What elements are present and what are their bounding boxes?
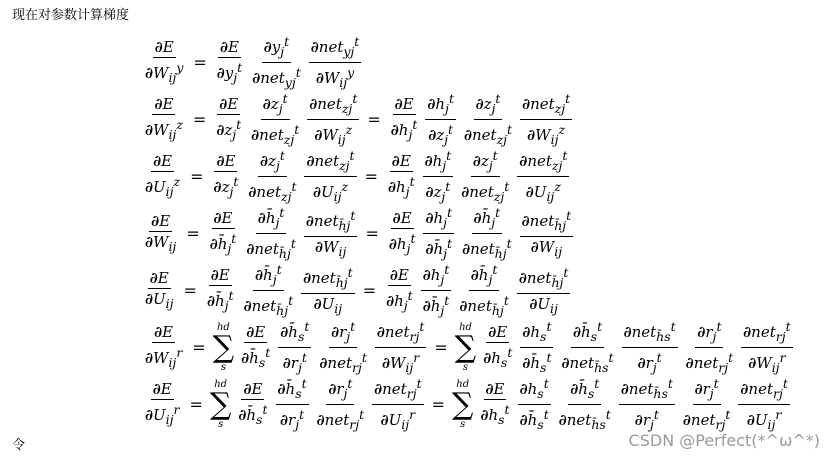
equation-w: $\frac{\partial E}{\partial W_{ij}}$ = $\frac{\partial E}{\partial h̄_j^t}$ $\frac{\partial h̄_j^t}{\partial net_{h̄j}^t}$ $\frac{\partial net_{h̄j}^t}{\partial W_{ij}}$ = $\frac{\partial E}{\partial h_j^t}$ $\frac{\partial h_j^t}{\partial h̄_j^t}$ $\frac{\partial h̄_j^t}{\partial net_{h̄j}^t}$ $\frac{\partial net_{h̄j}^t}{\partial W_{ij}}$ (145, 205, 572, 261)
equation-u-r: $\frac{\partial E}{\partial U_{ij}^r}$ = hd ∑ s $\frac{\partial E}{\partial h̄_s^t}$ $\frac{\partial h̄_s^t}{\partial r_j^t}$ $\frac{\partial r_j^t}{\partial net_{rj}^t}$ $\frac{\partial net_{rj}^t}{\partial U_{ij}^r}$ = hd ∑ s $\frac{\partial E}{\partial h_s^t}$ $\frac{\partial h_s^t}{\partial h̄_s^t}$ $\frac{\partial h̄_s^t}{\partial net_{h̄s}^t}$ $\frac{\partial net_{h̄s}^t}{\partial r_j^t}$ $\frac{\partial r_j^t}{\partial net_{rj}^t}$ $\frac{\partial net_{rj}^t}{\partial U_{ij}^r}$ (145, 376, 788, 432)
equation-w-y: $\frac{\partial E}{\partial W_{ij}^y}$ = $\frac{\partial E}{\partial y_j^t}$ $\frac{\partial y_j^t}{\partial net_{yj}^t}$ $\frac{\partial net_{yj}^t}{\partial W_{ij}^y}$ (145, 34, 360, 90)
sum-symbol: hd ∑ s (209, 378, 232, 430)
sum-symbol: hd ∑ s (212, 321, 235, 373)
sum-symbol: hd ∑ s (452, 378, 474, 430)
equation-u-z: $\frac{\partial E}{\partial U_{ij}^z}$ = $\frac{\partial E}{\partial z_j^t}$ $\frac{\partial z_j^t}{\partial net_{zj}^t}$ $\frac{\partial net_{zj}^t}{\partial U_{ij}^z}$ = $\frac{\partial E}{\partial h_j^t}$ $\frac{\partial h_j^t}{\partial z_j^t}$ $\frac{\partial z_j^t}{\partial net_{zj}^t}$ $\frac{\partial net_{zj}^t}{\partial U_{ij}^z}$ (145, 148, 568, 204)
intro-text: 现在对参数计算梯度 (12, 8, 130, 23)
equation-w-z: $\frac{\partial E}{\partial W_{ij}^z}$ = $\frac{\partial E}{\partial z_j^t}$ $\frac{\partial z_j^t}{\partial net_{zj}^t}$ $\frac{\partial net_{zj}^t}{\partial W_{ij}^z}$ = $\frac{\partial E}{\partial h_j^t}$ $\frac{\partial h_j^t}{\partial z_j^t}$ $\frac{\partial z_j^t}{\partial net_{zj}^t}$ $\frac{\partial net_{zj}^t}{\partial W_{ij}^z}$ (145, 91, 571, 147)
equation-w-r: $\frac{\partial E}{\partial W_{ij}^r}$ = hd ∑ s $\frac{\partial E}{\partial h̄_s^t}$ $\frac{\partial h̄_s^t}{\partial r_j^t}$ $\frac{\partial r_j^t}{\partial net_{rj}^t}$ $\frac{\partial net_{rj}^t}{\partial W_{ij}^r}$ = hd ∑ s $\frac{\partial E}{\partial h_s^t}$ $\frac{\partial h_s^t}{\partial h̄_s^t}$ $\frac{\partial h̄_s^t}{\partial net_{h̄s}^t}$ $\frac{\partial net_{h̄s}^t}{\partial r_j^t}$ $\frac{\partial r_j^t}{\partial net_{rj}^t}$ $\frac{\partial net_{rj}^t}{\partial W_{ij}^r}$ (145, 319, 791, 375)
watermark: CSDN @Perfect(*^ω^*) (628, 431, 820, 450)
tail-text: 令 (12, 438, 26, 453)
sum-symbol: hd ∑ s (454, 321, 477, 373)
gradient-equations (140, 34, 796, 433)
equation-u: $\frac{\partial E}{\partial U_{ij}}$ = $\frac{\partial E}{\partial h̄_j^t}$ $\frac{\partial h̄_j^t}{\partial net_{h̄j}^t}$ $\frac{\partial net_{h̄j}^t}{\partial U_{ij}}$ = $\frac{\partial E}{\partial h_j^t}$ $\frac{\partial h_j^t}{\partial h̄_j^t}$ $\frac{\partial h̄_j^t}{\partial net_{h̄j}^t}$ $\frac{\partial net_{h̄j}^t}{\partial U_{ij}}$ (145, 262, 569, 318)
